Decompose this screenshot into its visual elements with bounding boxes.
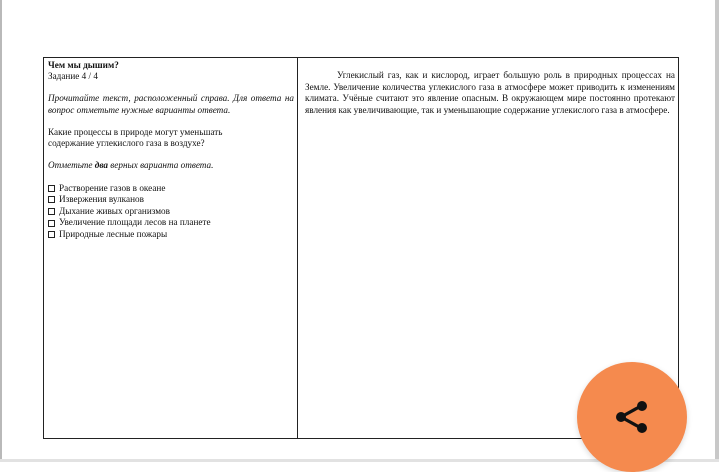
note-bold: два (94, 160, 108, 171)
share-icon (614, 401, 650, 433)
column-divider (297, 58, 298, 438)
option-checkbox[interactable] (48, 220, 55, 227)
option-label: Увеличение площади лесов на планете (59, 217, 211, 228)
question-line-2: содержание углекислого газа в воздухе? (48, 138, 205, 149)
worksheet-table (43, 57, 679, 439)
task-number: Задание 4 / 4 (48, 71, 98, 82)
answer-note (48, 160, 294, 171)
option-item[interactable] (48, 217, 294, 229)
option-item[interactable] (48, 182, 294, 194)
share-button[interactable] (577, 362, 687, 472)
task-title: Чем мы дышим? (48, 60, 119, 70)
task-column (48, 60, 294, 240)
option-label: Дыхание живых организмов (59, 205, 170, 216)
option-checkbox[interactable] (48, 196, 55, 203)
right-edge (715, 0, 719, 462)
option-checkbox[interactable] (48, 208, 55, 215)
reading-passage: Углекислый газ, как и кислород, играет большую роль в природных процессах на Земле. Увеличение количества углекислого газа в атмосфере может приводить к изменениям климата. Учёные считают это явление опасным. В окружающем мире постоянно протекают явления как увеличивающие, так и уменьшающие содержание углекислого газа в атмосфере. (305, 70, 675, 115)
option-item[interactable] (48, 194, 294, 206)
option-checkbox[interactable] (48, 185, 55, 192)
option-label: Растворение газов в океане (59, 182, 166, 193)
option-checkbox[interactable] (48, 231, 55, 238)
options-list (48, 182, 294, 240)
option-label: Извержения вулканов (59, 194, 144, 205)
left-edge (0, 0, 2, 462)
option-label: Природные лесные пожары (59, 228, 168, 239)
note-prefix: Отметьте (48, 160, 93, 171)
option-item[interactable] (48, 206, 294, 218)
task-instruction: Прочитайте текст, расположенный справа. Для ответа на вопрос отметьте нужные варианты ответа. (48, 93, 294, 115)
option-item[interactable] (48, 229, 294, 241)
question-line-1: Какие процессы в природе могут уменьшать (48, 126, 223, 137)
note-suffix: верных варианта ответа. (110, 160, 214, 171)
